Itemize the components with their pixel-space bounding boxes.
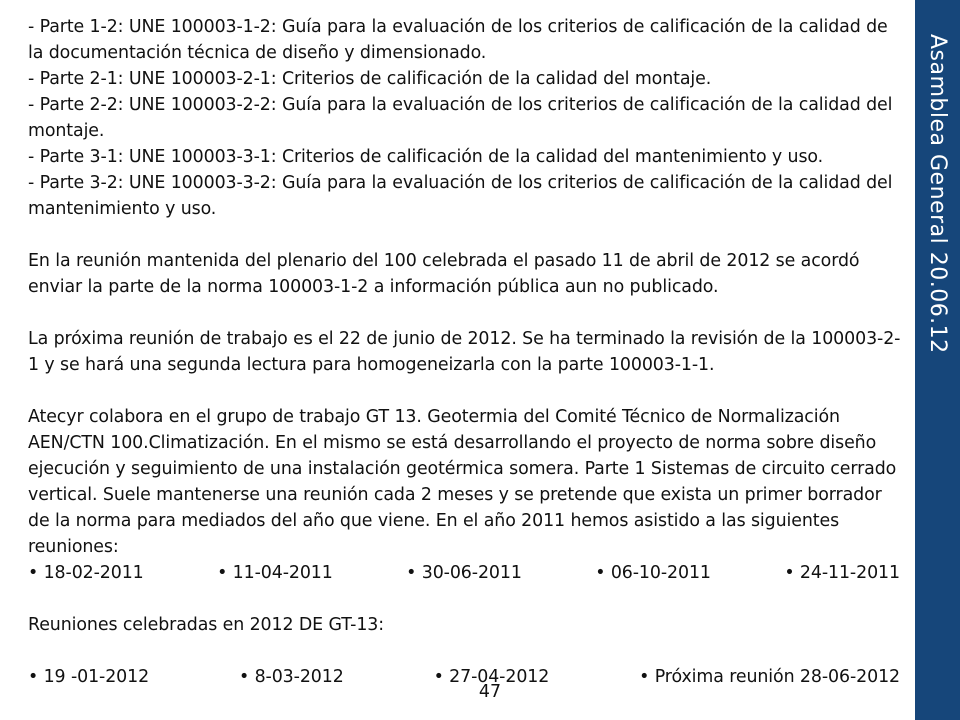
spacer	[28, 638, 906, 664]
meeting-2012-item: • 27-04-2012	[433, 667, 550, 687]
part-1-2: - Parte 1-2: UNE 100003-1-2: Guía para la evaluación de los criterios de calificación de la calidad de la documentación técnica de diseño y dimensionado.	[28, 17, 888, 63]
meetings-2011-list	[28, 560, 900, 586]
part-2-2: - Parte 2-2: UNE 100003-2-2: Guía para la evaluación de los criterios de calificación de la calidad del montaje.	[28, 95, 893, 141]
atecyr-paragraph: Atecyr colabora en el grupo de trabajo GT 13. Geotermia del Comité Técnico de Normalización AEN/CTN 100.Climatización. En el mismo se está desarrollando el proyecto de norma sobre diseño ejecución y seguimiento de una instalación geotérmica somera. Parte 1 Sistemas de circuito cerrado vertical. Suele mantenerse una reunión cada 2 meses y se pretende que exista un primer borrador de la norma para mediados del año que viene. En el año 2011 hemos asistido a las siguientes reuniones:	[28, 407, 897, 557]
plenary-paragraph: En la reunión mantenida del plenario del 100 celebrada el pasado 11 de abril de 2012 se acordó enviar la parte de la norma 100003-1-2 a información pública aun no publicado.	[28, 251, 860, 297]
meeting-2011-item: • 11-04-2011	[217, 563, 333, 583]
meeting-2011-item: • 18-02-2011	[28, 563, 144, 583]
meeting-2012-item: • Próxima reunión 28-06-2012	[639, 667, 900, 687]
spacer	[28, 300, 906, 326]
part-2-1: - Parte 2-1: UNE 100003-2-1: Criterios de calificación de la calidad del montaje.	[28, 69, 712, 89]
meetings-2012-list	[28, 664, 900, 690]
spacer	[28, 222, 906, 248]
part-3-1: - Parte 3-1: UNE 100003-3-1: Criterios de calificación de la calidad del mantenimiento y uso.	[28, 147, 824, 167]
spacer	[28, 378, 906, 404]
meeting-2011-item: • 06-10-2011	[595, 563, 711, 583]
meeting-2011-item: • 24-11-2011	[784, 563, 900, 583]
part-3-2: - Parte 3-2: UNE 100003-3-2: Guía para la evaluación de los criterios de calificación de la calidad del mantenimiento y uso.	[28, 173, 893, 219]
meeting-2011-item: • 30-06-2011	[406, 563, 522, 583]
spacer	[28, 586, 906, 612]
sidebar-band	[915, 0, 960, 720]
meeting-2012-item: • 8-03-2012	[238, 667, 344, 687]
meeting-2012-item: • 19 -01-2012	[28, 667, 150, 687]
sidebar-title: Asamblea General 20.06.12	[925, 34, 950, 354]
meetings-2012-heading: Reuniones celebradas en 2012 DE GT-13:	[28, 615, 385, 635]
slide-body	[28, 14, 906, 690]
page-number: 47	[478, 682, 502, 702]
next-meeting-paragraph: La próxima reunión de trabajo es el 22 de junio de 2012. Se ha terminado la revisión de la 100003-2-1 y se hará una segunda lectura para homogeneizarla con la parte 100003-1-1.	[28, 329, 901, 375]
